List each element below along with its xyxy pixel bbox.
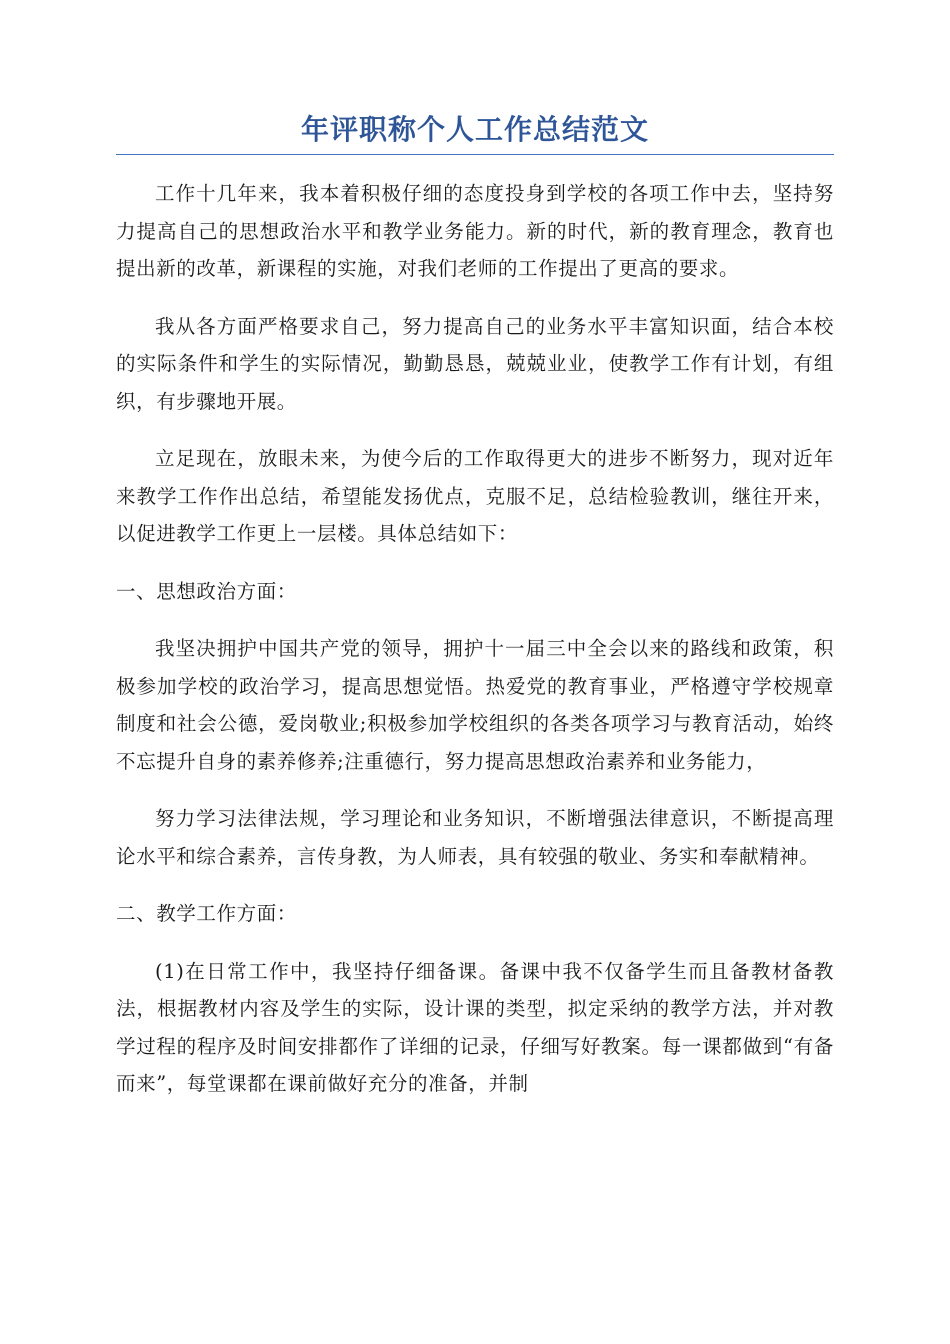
section-heading: 二、教学工作方面： xyxy=(116,902,297,925)
paragraph: 我从各方面严格要求自己，努力提高自己的业务水平丰富知识面，结合本校的实际条件和学生的实际情况，勤勤恳恳，兢兢业业，使教学工作有计划，有组织，有步骤地开展。 xyxy=(116,314,834,413)
paragraph: 努力学习法律法规，学习理论和业务知识，不断增强法律意识，不断提高理论水平和综合素养，言传身教，为人师表，具有较强的敬业、务实和奉献精神。 xyxy=(116,807,834,868)
title-underline xyxy=(116,154,834,155)
paragraph: 工作十几年来，我本着积极仔细的态度投身到学校的各项工作中去，坚持努力提高自己的思想政治水平和教学业务能力。新的时代，新的教育理念，教育也提出新的改革，新课程的实施，对我们老师的工作提出了更高的要求。 xyxy=(116,182,834,280)
section-heading: 一、思想政治方面： xyxy=(116,579,297,603)
paragraph: 立足现在，放眼未来，为使今后的工作取得更大的进步不断努力，现对近年来教学工作作出总结，希望能发扬优点，克服不足，总结检验教训，继往开来，以促进教学工作更上一层楼。具体总结如下： xyxy=(116,447,834,545)
paragraph: (1)在日常工作中，我坚持仔细备课。备课中我不仅备学生而且备教材备教法，根据教材内容及学生的实际，设计课的类型，拟定采纳的教学方法，并对教学过程的程序及时间安排都作了详细的记录，仔细写好教案。每一课都做到“有备而来”，每堂课都在课前做好充分的准备，并制 xyxy=(116,959,834,1095)
document-page xyxy=(116,108,834,1123)
document-title: 年评职称个人工作总结范文 xyxy=(300,113,649,146)
document-body xyxy=(116,175,834,1103)
paragraph: 我坚决拥护中国共产党的领导，拥护十一届三中全会以来的路线和政策，积极参加学校的政治学习，提高思想觉悟。热爱党的教育事业，严格遵守学校规章制度和社会公德，爱岗敬业;积极参加学校组织的各类各项学习与教育活动，始终不忘提升自身的素养修养;注重德行，努力提高思想政治素养和业务能力， xyxy=(116,637,834,773)
